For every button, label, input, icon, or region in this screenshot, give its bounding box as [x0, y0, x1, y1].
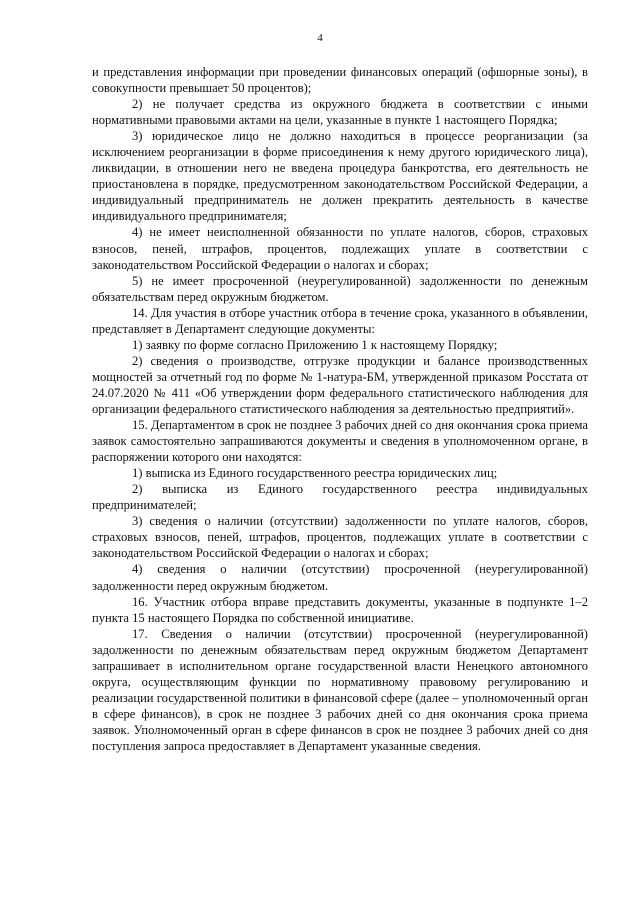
paragraph-15: 17. Сведения о наличии (отсутствии) просроченной (неурегулированной) задолженности по денежным обязательствам перед окружным бюджетом Департамент запрашивает в исполнительном органе государственной власти Ненецкого автономного округа, осуществляющим функции по нормативному правовому регулированию и реализации государственной политики в финансовой сфере (далее – уполномоченный орган в сфере финансов), в срок не позднее 3 рабочих дней со дня окончания срока приема заявок. Уполномоченный орган в сфере финансов в срок не позднее 3 рабочих дней со дня поступления запроса предоставляет в Департамент указанные сведения. — [92, 626, 588, 753]
paragraph-1: и представления информации при проведении финансовых операций (офшорные зоны), в совокупности превышает 50 процентов); — [92, 65, 588, 96]
paragraph-8: 2) сведения о производстве, отгрузке продукции и балансе производственных мощностей за отчетный год по форме № 1-натура-БМ, утвержденной приказом Росстата от 24.07.2020 № 411 «Об утверждении форм федерального статистического наблюдения для организации федерального статистического наблюдения за деятельностью предприятий». — [92, 353, 588, 416]
paragraph-2: 2) не получает средства из окружного бюджета в соответствии с иными нормативными правовыми актами на цели, указанные в пункте 1 настоящего Порядка; — [92, 97, 588, 128]
paragraph-3: 3) юридическое лицо не должно находиться в процессе реорганизации (за исключением реорганизации в форме присоединения к нему другого юридического лица), ликвидации, в отношении него не введена процедура банкротства, его деятельность не приостановлена в порядке, предусмотренном законодательством Российской Федерации, а индивидуальный предприниматель не должен прекратить деятельность в качестве индивидуального предпринимателя; — [92, 129, 588, 224]
paragraph-4: 4) не имеет неисполненной обязанности по уплате налогов, сборов, страховых взносов, пеней, штрафов, процентов, подлежащих уплате в соответствии с законодательством Российской Федерации о налогах и сборах; — [92, 225, 588, 272]
paragraph-7: 1) заявку по форме согласно Приложению 1 к настоящему Порядку; — [132, 337, 498, 352]
paragraph-9: 15. Департаментом в срок не позднее 3 рабочих дней со дня окончания срока приема заявок самостоятельно запрашиваются документы и сведения в уполномоченном органе, в распоряжении которого они находятся: — [92, 418, 588, 465]
paragraph-12: 3) сведения о наличии (отсутствии) задолженности по уплате налогов, сборов, страховых взносов, пеней, штрафов, процентов, подлежащих уплате в соответствии с законодательством Российской Федерации о налогах и сборах; — [92, 514, 588, 561]
paragraph-13: 4) сведения о наличии (отсутствии) просроченной (неурегулированной) задолженности перед окружным бюджетом. — [92, 562, 588, 593]
document-body — [92, 64, 588, 754]
paragraph-14: 16. Участник отбора вправе представить документы, указанные в подпункте 1–2 пункта 15 настоящего Порядка по собственной инициативе. — [92, 594, 588, 625]
paragraph-10: 1) выписка из Единого государственного реестра юридических лиц; — [132, 466, 498, 481]
paragraph-5: 5) не имеет просроченной (неурегулированной) задолженности по денежным обязательствам перед окружным бюджетом. — [92, 273, 588, 304]
paragraph-6: 14. Для участия в отборе участник отбора в течение срока, указанного в объявлении, представляет в Департамент следующие документы: — [92, 305, 588, 336]
paragraph-11: 2) выписка из Единого государственного реестра индивидуальных предпринимателей; — [92, 482, 588, 513]
page-number: 4 — [317, 32, 323, 44]
